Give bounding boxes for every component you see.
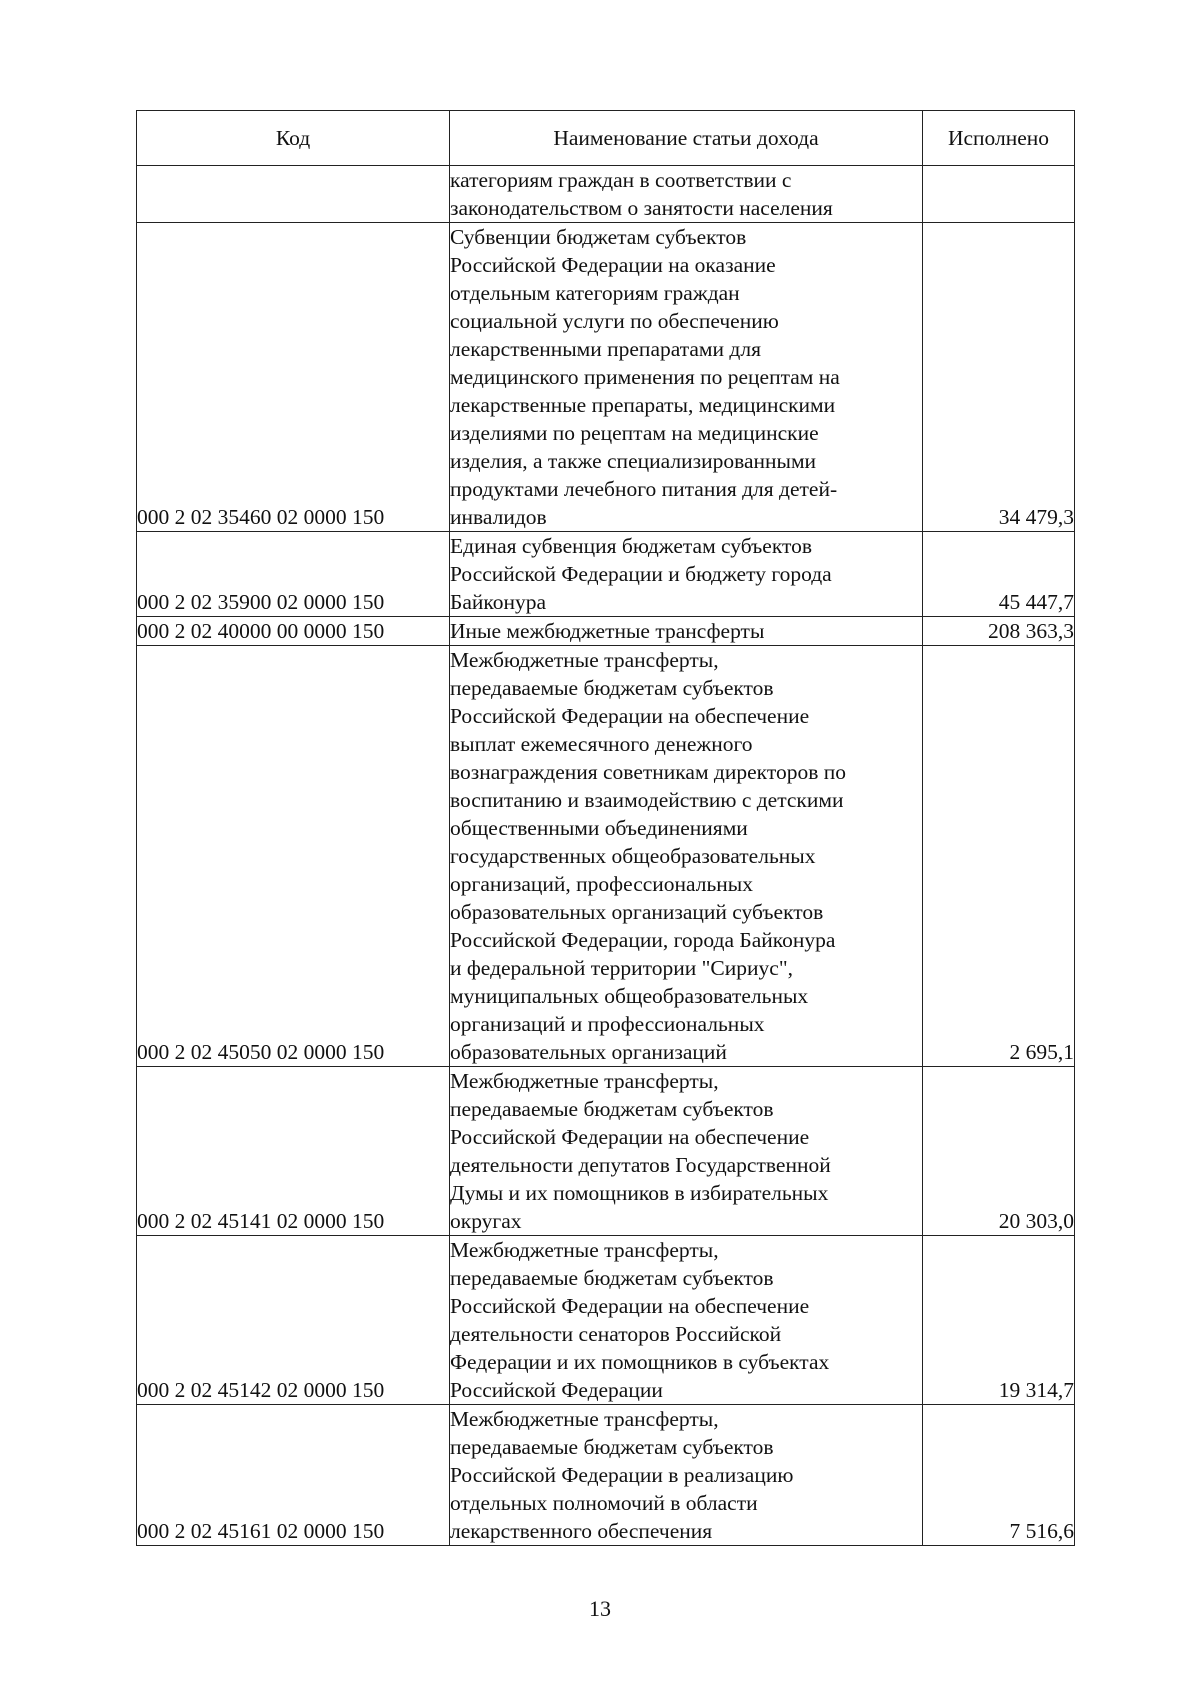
row-name: Межбюджетные трансферты, передаваемые бюджетам субъектов Российской Федерации на обеспечение выплат ежемесячного денежного вознаграждения советникам директоров по воспитанию и взаимодействию с детскими общественными объединениями государственных общеобразовательных организаций, профессиональных образовательных организаций субъектов Российской Федерации, города Байконура и федеральной территории "Сириус", муниципальных общеобразовательных организаций и профессиональных образовательных организаций	[450, 646, 923, 1067]
row-code: 000 2 02 45142 02 0000 150	[137, 1236, 450, 1405]
table-row	[137, 1405, 1075, 1546]
table-row	[137, 1067, 1075, 1236]
revenue-table	[136, 110, 1075, 1546]
page-number: 13	[589, 1596, 611, 1621]
row-executed: 208 363,3	[923, 617, 1075, 646]
row-executed: 45 447,7	[923, 532, 1075, 617]
row-code: 000 2 02 40000 00 0000 150	[137, 617, 450, 646]
row-executed	[923, 166, 1075, 223]
row-executed: 34 479,3	[923, 223, 1075, 532]
table-row	[137, 166, 1075, 223]
row-code: 000 2 02 45050 02 0000 150	[137, 646, 450, 1067]
table-row	[137, 532, 1075, 617]
row-executed: 2 695,1	[923, 646, 1075, 1067]
header-code: Код	[137, 111, 450, 166]
header-name: Наименование статьи дохода	[450, 111, 923, 166]
table-row	[137, 646, 1075, 1067]
row-code	[137, 166, 450, 223]
header-executed: Исполнено	[923, 111, 1075, 166]
table-header-row	[137, 111, 1075, 166]
row-name: Субвенции бюджетам субъектов Российской Федерации на оказание отдельным категориям граждан социальной услуги по обеспечению лекарственными препаратами для медицинского применения по рецептам на лекарственные препараты, медицинскими изделиями по рецептам на медицинские изделия, а также специализированными продуктами лечебного питания для детей- инвалидов	[450, 223, 923, 532]
row-code: 000 2 02 45141 02 0000 150	[137, 1067, 450, 1236]
row-name: Единая субвенция бюджетам субъектов Российской Федерации и бюджету города Байконура	[450, 532, 923, 617]
table-row	[137, 1236, 1075, 1405]
row-executed: 20 303,0	[923, 1067, 1075, 1236]
row-name: Межбюджетные трансферты, передаваемые бюджетам субъектов Российской Федерации на обеспечение деятельности депутатов Государственной Думы и их помощников в избирательных округах	[450, 1067, 923, 1236]
row-name: категориям граждан в соответствии с законодательством о занятости населения	[450, 166, 923, 223]
row-name: Межбюджетные трансферты, передаваемые бюджетам субъектов Российской Федерации в реализацию отдельных полномочий в области лекарственного обеспечения	[450, 1405, 923, 1546]
row-code: 000 2 02 45161 02 0000 150	[137, 1405, 450, 1546]
table-row	[137, 617, 1075, 646]
table-row	[137, 223, 1075, 532]
row-name: Иные межбюджетные трансферты	[450, 617, 923, 646]
row-executed: 7 516,6	[923, 1405, 1075, 1546]
row-executed: 19 314,7	[923, 1236, 1075, 1405]
row-code: 000 2 02 35460 02 0000 150	[137, 223, 450, 532]
row-code: 000 2 02 35900 02 0000 150	[137, 532, 450, 617]
row-name: Межбюджетные трансферты, передаваемые бюджетам субъектов Российской Федерации на обеспечение деятельности сенаторов Российской Федерации и их помощников в субъектах Российской Федерации	[450, 1236, 923, 1405]
